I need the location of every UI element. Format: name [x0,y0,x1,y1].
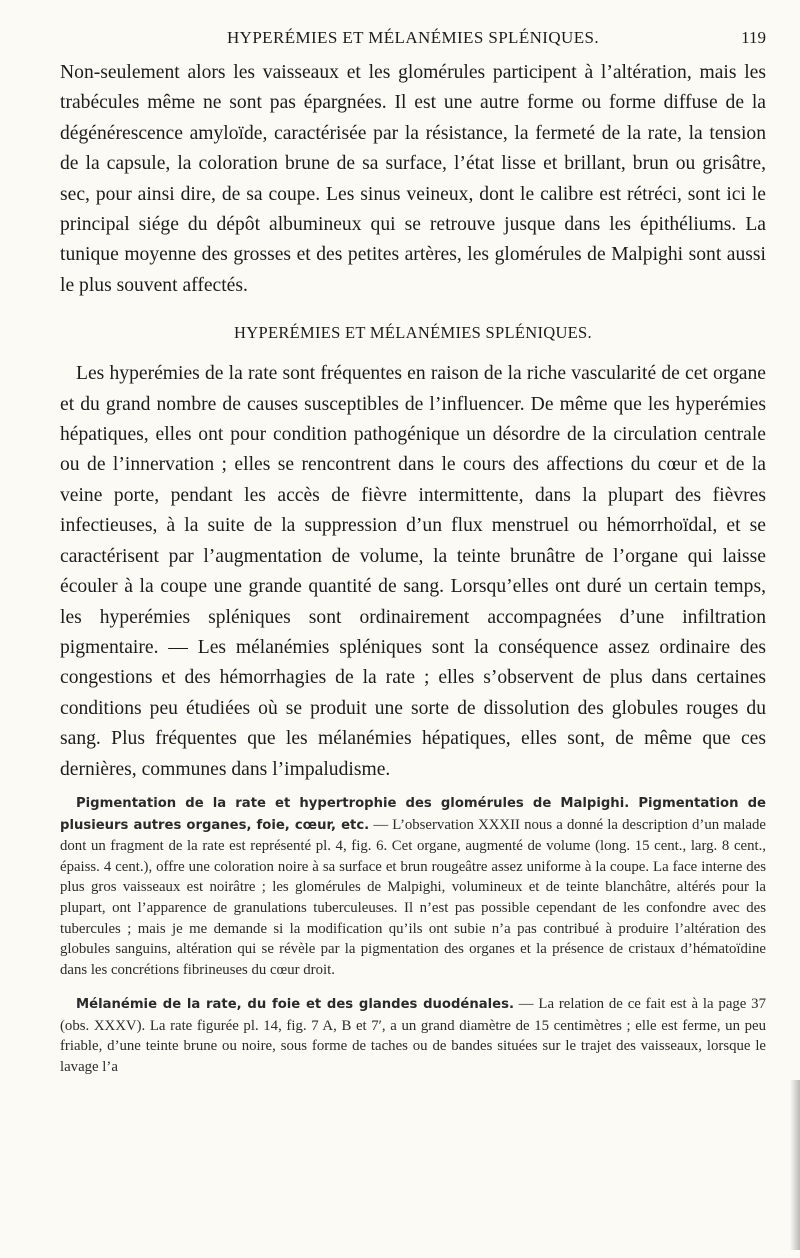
section-heading: HYPERÉMIES ET MÉLANÉMIES SPLÉNIQUES. [234,323,592,343]
page-number: 119 [741,28,766,47]
document-page [60,28,766,1078]
running-title: HYPERÉMIES ET MÉLANÉMIES SPLÉNIQUES. [226,28,600,47]
paragraph-hyperemies: Les hyperémies de la rate sont fréquentes en raison de la riche vascularité de cet organe et du grand nombre de causes susceptibles de l’influencer. De même que les hyperémies hépatiques, elles ont pour condition pathogénique un désordre de la circulation centrale ou de l’innervation ; elles se rencontrent dans le cours des affections du cœur et de la veine porte, pendant les accès de fièvre intermittente, dans la plupart des fièvres infectieuses, à la suite de la suppression d’un flux menstruel ou hémorrhoïdal, et se caractérisent par l’augmentation de volume, la teinte brunâtre de l’organe qui laisse écouler à la coupe une grande quantité de sang. Lorsqu’elles ont duré un certain temps, les hyperémies spléniques sont ordinairement accompagnées d’une infiltration pigmentaire. — Les mélanémies spléniques sont la conséquence assez ordinaire des congestions et des hémorrhagies de la rate ; elles s’observent de plus dans certaines conditions peu étudiées où se produit une sorte de dissolution des globules rouges du sang. Plus fréquentes que les mélanémies hépatiques, elles sont, de même que ces dernières, communes dans l’impaludisme. [60,363,766,780]
observation-pigmentation-title: Pigmentation de la rate et hypertrophie des glomérules de Malpighi. Pigmentation de plusieurs autres organes, foie, cœur, etc. [60,795,766,833]
observation-pigmentation-body: — L’observation XXXII nous a donné la description d’un malade dont un fragment de la rate est représenté pl. 4, fig. 6. Cet organe, augmenté de volume (long. 15 cent., larg. 8 cent., épaiss. 4 cent.), offre une coloration noire à sa surface et brun rougeâtre assez uniforme à la coupe. La face interne des plus gros vaisseaux est noirâtre ; les glomérules de Malpighi, volumineux et de teinte blanchâtre, altérés pour la plupart, ont l’apparence de granulations tuberculeuses. Il n’est pas possible cependant de les confondre avec des tubercules ; mais je me demande si la modification qu’ils ont subie n’a pas contribué à produire l’altération des globules sanguins, altération qui se révèle par la pigmentation des organes et la présence de cristaux d’hématoïdine dans les concrétions fibrineuses du cœur droit. [60,816,766,978]
observation-pigmentation [60,793,766,980]
observation-melanemie-title: Mélanémie de la rate, du foie et des glandes duodénales. [76,997,514,1013]
observation-melanemie [60,994,766,1077]
running-head [60,28,766,58]
page-edge-shadow [790,1080,800,1250]
observation-melanemie-body: — La relation de ce fait est à la page 37 (obs. XXXV). La rate figurée pl. 14, fig. 7 A, B et 7′, a un grand diamètre de 15 centimètres ; elle est ferme, un peu friable, d’une teinte brune ou noire, sous forme de taches ou de bandes situées sur le trajet des vaisseaux, lorsque le lavage l’a [60,996,766,1076]
paragraph-amyloid: Non-seulement alors les vaisseaux et les glomérules participent à l’altération, mais les trabécules même ne sont pas épargnées. Il est une autre forme ou forme diffuse de la dégénérescence amyloïde, caractérisée par la résistance, la fermeté de la rate, la tension de la capsule, la coloration brune de sa surface, l’état lisse et brillant, brun ou grisâtre, sec, pour ainsi dire, de sa coupe. Les sinus veineux, dont le calibre est rétréci, sont ici le principal siége du dépôt albumineux qui se retrouve jusque dans les épithéliums. La tunique moyenne des grosses et des petites artères, les glomérules de Malpighi sont aussi le plus souvent affectés. [60,62,766,296]
